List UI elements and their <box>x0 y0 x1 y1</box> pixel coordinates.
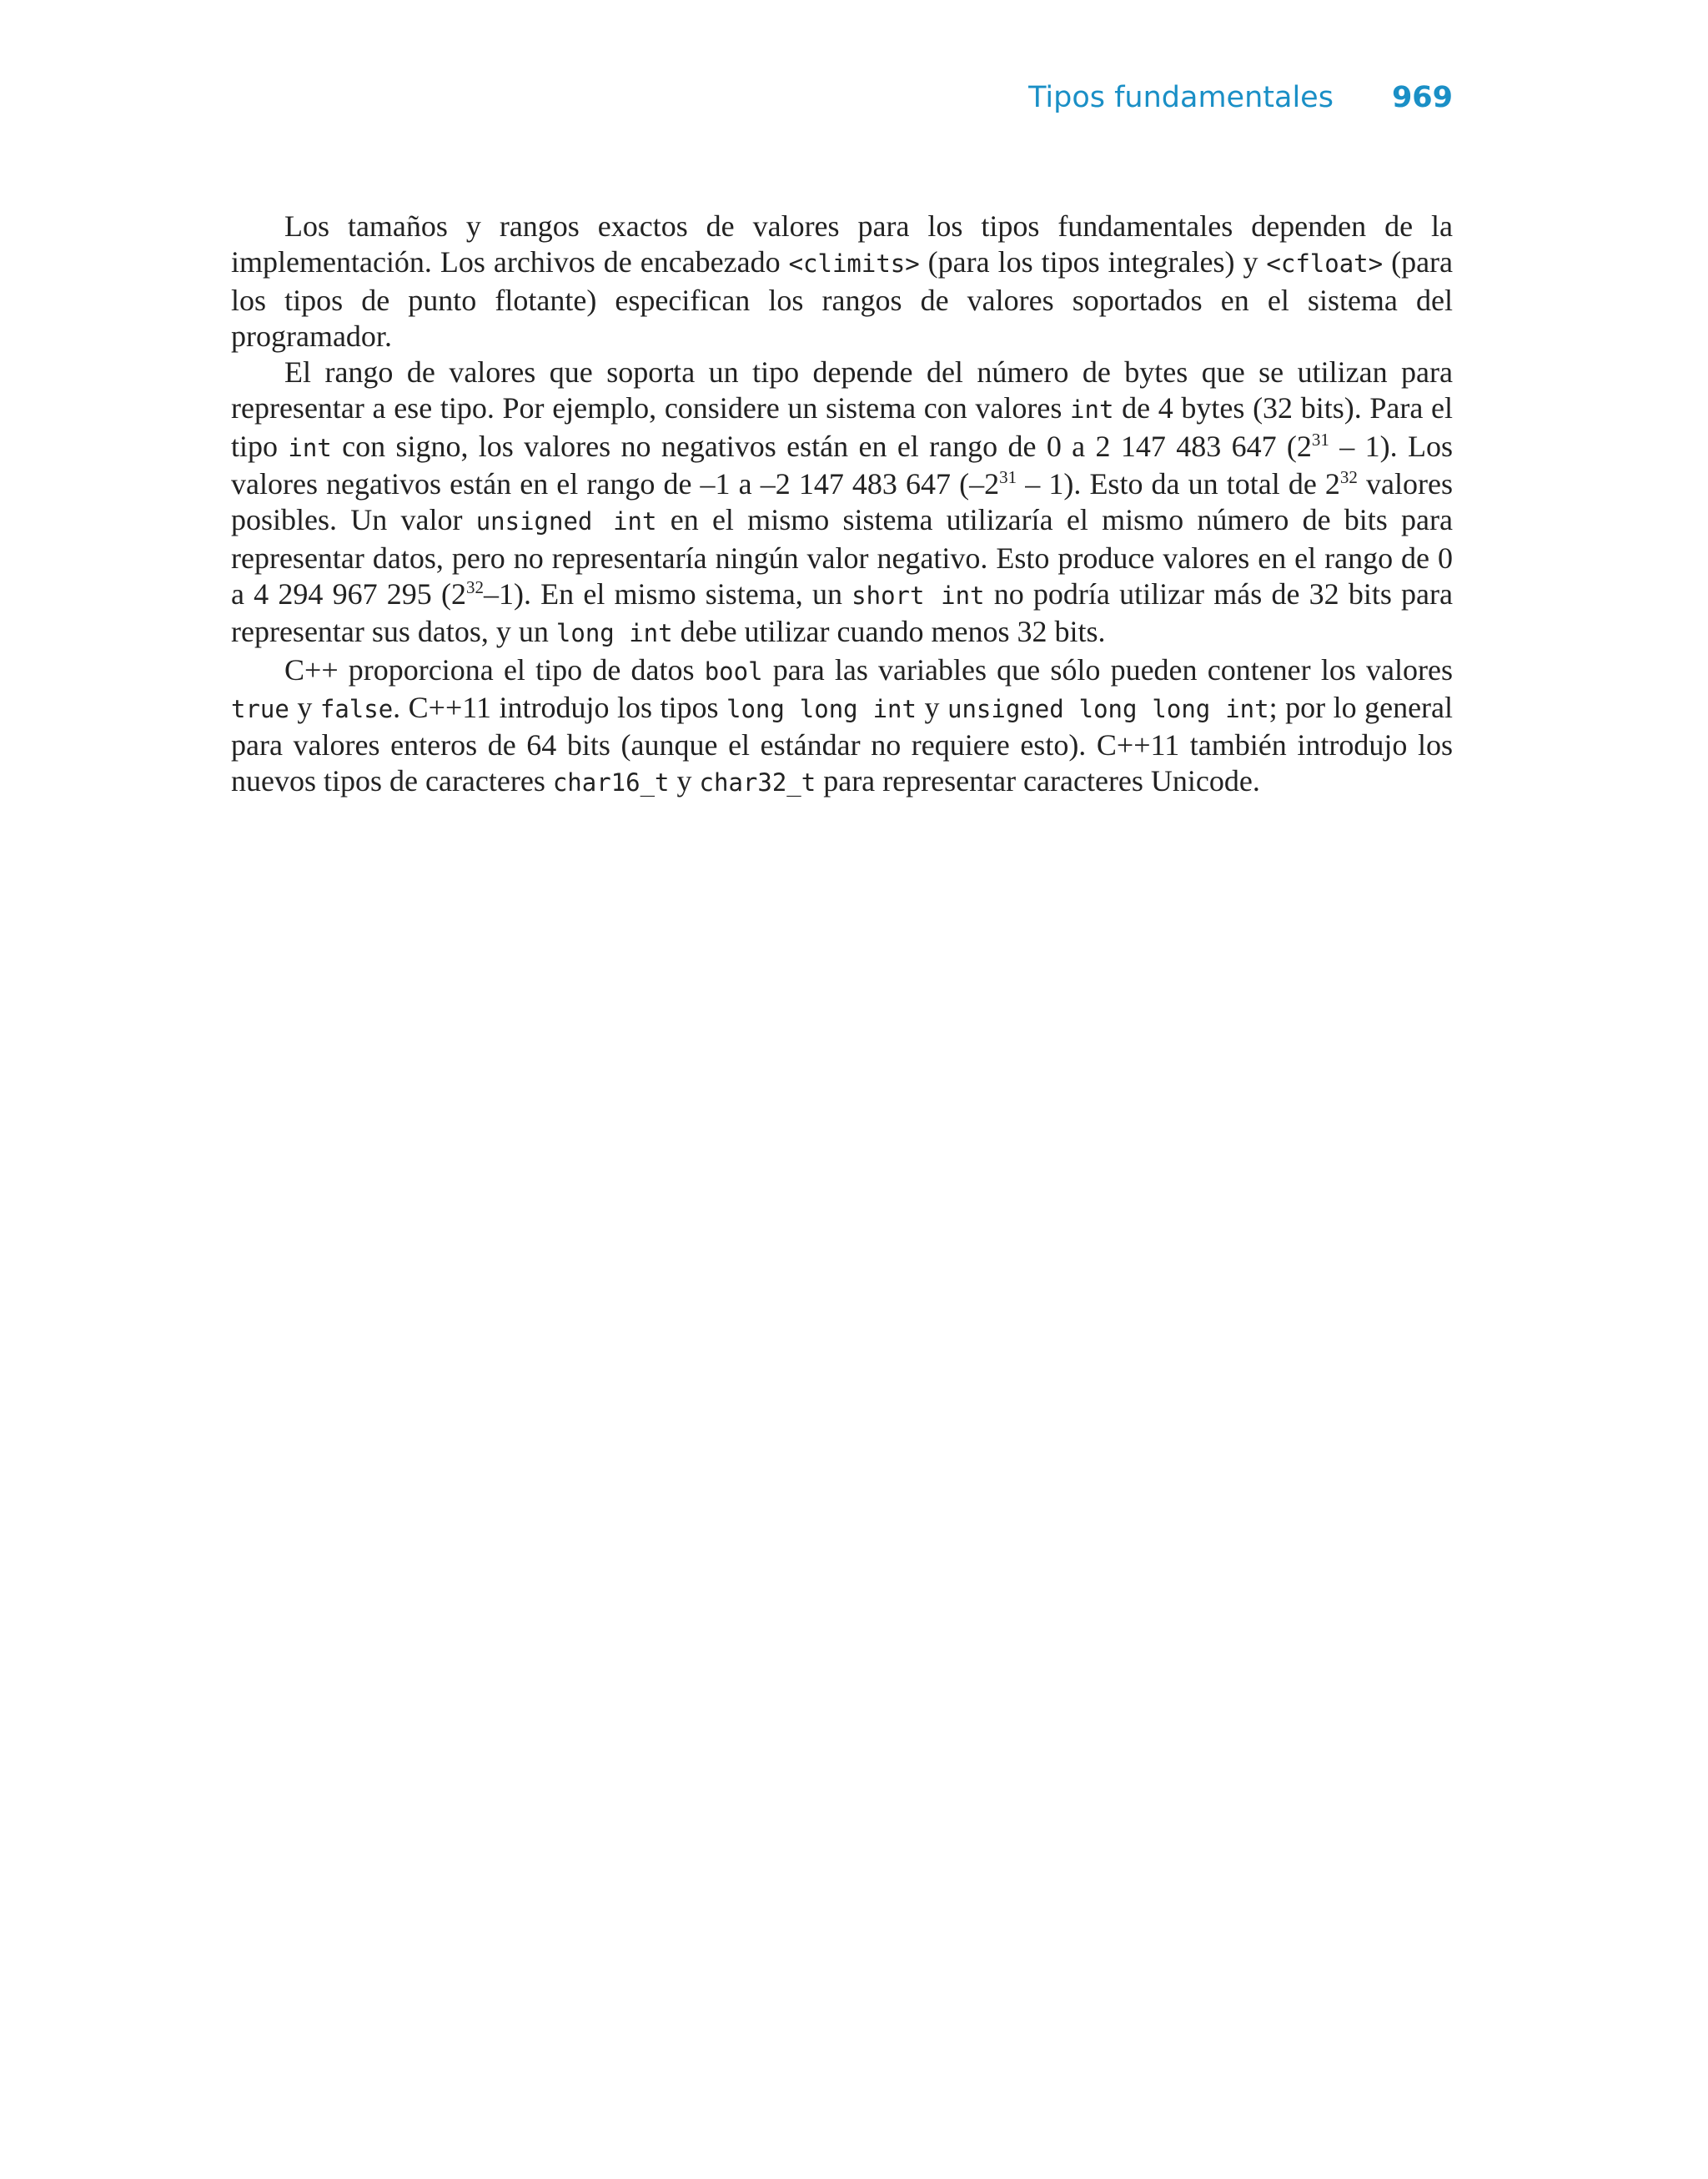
page-number: 969 <box>1391 81 1453 114</box>
code-char32-t: char32_t <box>699 768 816 798</box>
text-run: – 1). Los valores negativos están en el rango de –1 a –2 147 483 647 (–2 <box>231 429 1453 501</box>
text-run: y <box>916 690 947 724</box>
text-run: y <box>669 764 700 798</box>
superscript: 32 <box>1339 467 1358 488</box>
code-short-int: short int <box>851 581 985 610</box>
superscript: 32 <box>465 576 484 597</box>
text-run: y <box>289 690 320 724</box>
text-run: C++ proporciona el tipo de datos <box>284 652 705 687</box>
body-text <box>231 209 1453 802</box>
paragraph-bool-types <box>231 652 1453 802</box>
text-run: debe utilizar cuando menos 32 bits. <box>672 615 1106 649</box>
code-climits: <climits> <box>788 249 920 279</box>
text-run: en el mismo sistema utilizaría el mismo número de bits para representar datos, pero no representaría ningún valor negativo. Esto produce valores en el rango de 0 a 4 294 967 295 (2 <box>231 503 1454 611</box>
code-long-int: long int <box>555 619 673 648</box>
text-run: . C++11 introdujo los tipos <box>393 690 726 724</box>
text-run: no podría utilizar más de 32 bits para representar sus datos, y un <box>231 576 1453 649</box>
text-run: con signo, los valores no negativos están en el rango de 0 a 2 147 483 647 (2 <box>331 429 1312 463</box>
text-run: para las variables que sólo pueden contener los valores <box>762 652 1453 687</box>
code-unsigned-long-long-int: unsigned long long int <box>947 694 1269 723</box>
text-run: para representar caracteres Unicode. <box>816 764 1260 798</box>
text-run: (para los tipos integrales) y <box>919 245 1267 279</box>
code-char16-t: char16_t <box>552 768 670 798</box>
paragraph-value-ranges <box>231 355 1453 652</box>
code-false: false <box>319 694 394 723</box>
text-run: valores posibles. Un valor <box>231 467 1453 537</box>
code-int: int <box>288 433 332 462</box>
text-run: –1). En el mismo sistema, un <box>483 576 852 611</box>
superscript: 31 <box>999 467 1017 488</box>
text-run: (para los tipos de punto flotante) especifican los rangos de valores soportados en el sistema del programador. <box>231 245 1454 353</box>
paragraph-type-sizes <box>231 209 1453 355</box>
text-run: de 4 bytes (32 bits). Para el tipo <box>231 391 1454 463</box>
code-int: int <box>1070 395 1114 425</box>
code-cfloat: <cfloat> <box>1266 249 1384 279</box>
code-long-long-int: long long int <box>726 694 917 723</box>
code-unsigned-int: unsigned int <box>475 507 657 536</box>
text-run: El rango de valores que soporta un tipo depende del número de bytes que se utilizan para representar a ese tipo. Por ejemplo, considere un sistema con valores <box>231 355 1453 425</box>
running-header <box>0 77 1453 118</box>
text-run: – 1). Esto da un total de 2 <box>1017 467 1340 501</box>
code-true: true <box>231 694 289 723</box>
superscript: 31 <box>1311 429 1329 450</box>
text-run: ; por lo general para valores enteros de 64 bits (aunque el estándar no requiere esto). C++11 también introdujo los nuevos tipos de caracteres <box>231 690 1454 798</box>
section-title: Tipos fundamentales <box>1028 81 1334 114</box>
text-run: Los tamaños y rangos exactos de valores para los tipos fundamentales dependen de la implementación. Los archivos de encabezado <box>231 209 1453 279</box>
code-bool: bool <box>704 657 763 686</box>
